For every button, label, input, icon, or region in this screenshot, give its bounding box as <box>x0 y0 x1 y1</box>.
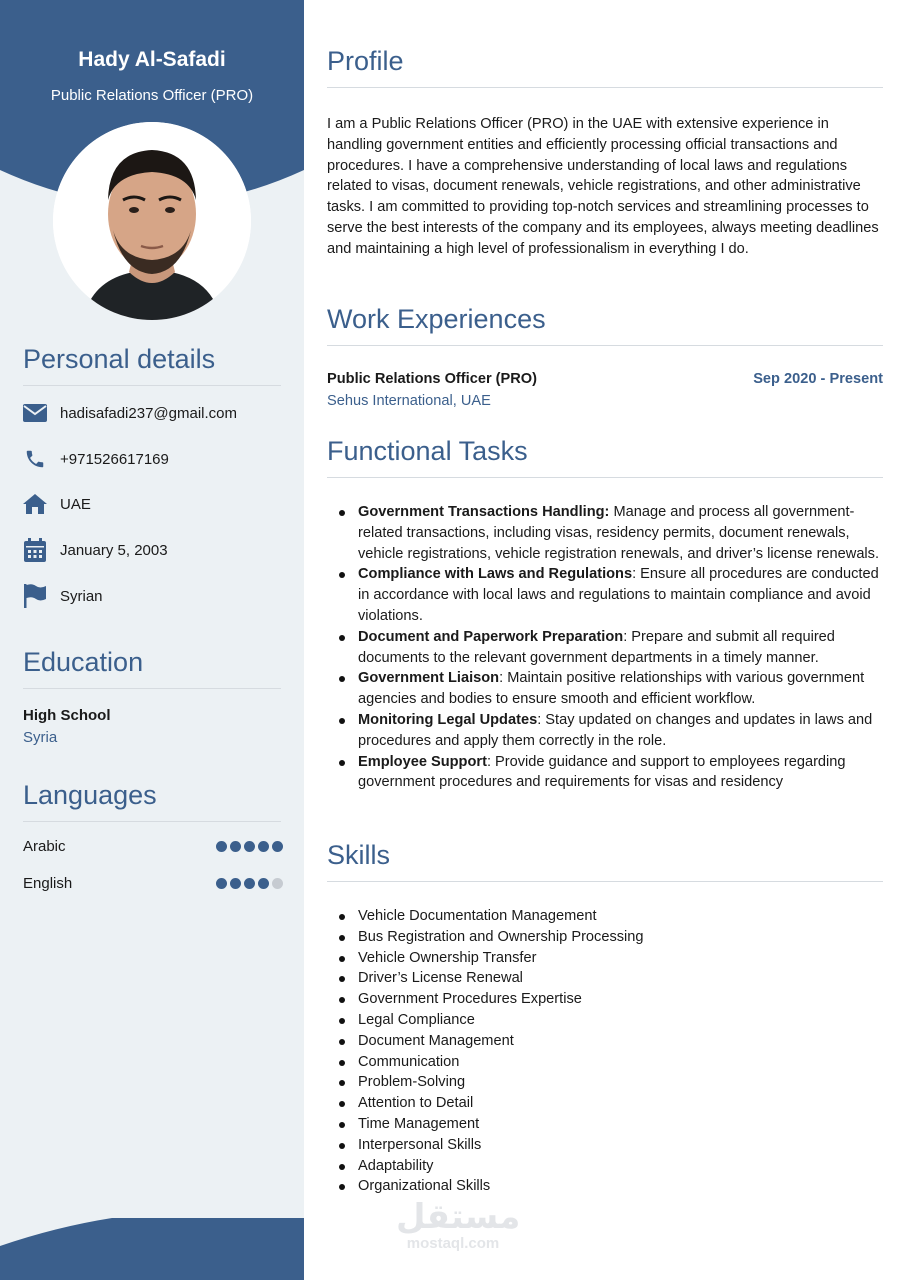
task-text: : Ensure all procedures are conducted in accordance with local laws and regulations to maintain compliance and avoid violations. <box>358 566 879 624</box>
task-title: Compliance with Laws and Regulations <box>358 566 633 583</box>
task-text: : Stay updated on changes and updates in laws and procedures and apply them correctly in the role. <box>358 711 873 749</box>
language-name: English <box>23 875 73 892</box>
languages-heading: Languages <box>23 780 281 822</box>
skill-item: Bus Registration and Ownership Processing <box>358 927 878 948</box>
level-dot-filled <box>244 878 255 889</box>
skill-item: Vehicle Ownership Transfer <box>358 948 878 969</box>
skill-item: Communication <box>358 1052 878 1073</box>
location-item <box>23 492 283 516</box>
skill-item: Problem-Solving <box>358 1072 878 1093</box>
task-item <box>358 627 886 669</box>
watermark <box>396 1197 521 1252</box>
skill-item: Interpersonal Skills <box>358 1135 878 1156</box>
skill-item: Vehicle Documentation Management <box>358 906 878 927</box>
task-title: Document and Paperwork Preparation <box>358 628 624 645</box>
level-dot-filled <box>244 841 255 852</box>
sidebar <box>0 0 304 1280</box>
task-text: Manage and process all government-related transactions, including visas, residency permits, document renewals, vehicle registrations, vehicle registration renewals, and driver’s license renewals. <box>358 504 880 562</box>
candidate-title: Public Relations Officer (PRO) <box>50 87 254 104</box>
candidate-name: Hady Al-Safadi <box>78 48 226 71</box>
watermark-latin: mostaql.com <box>406 1235 500 1252</box>
profile-summary: I am a Public Relations Officer (PRO) in the UAE with extensive experience in handling government entities and efficiently processing official transactions and procedures. I have a comprehensive understanding of local laws and regulations related to visas, document renewals, vehicle registrations, and other administrative tasks. I am committed to providing top-notch services and streamlining processes to serve the best interests of the company and its employees, always meeting deadlines and maintaining a high level of professionalism in everything I do. <box>327 116 879 257</box>
flag-icon <box>23 584 47 608</box>
skills-list <box>358 906 878 1197</box>
task-item <box>358 502 886 564</box>
task-text: : Maintain positive relationships with various government agencies and bodies to ensure smooth and efficient workflow. <box>358 670 865 708</box>
profile-photo <box>53 122 251 320</box>
skill-item: Organizational Skills <box>358 1176 878 1197</box>
education-place: Syria <box>23 729 58 746</box>
birthdate-item <box>23 538 283 562</box>
skill-item: Document Management <box>358 1031 878 1052</box>
calendar-icon <box>23 538 47 562</box>
phone-item <box>23 447 283 471</box>
envelope-icon <box>23 401 47 425</box>
language-name: Arabic <box>23 838 66 855</box>
task-item <box>358 564 886 626</box>
level-dot-filled <box>230 878 241 889</box>
language-row <box>23 838 283 855</box>
education-heading: Education <box>23 647 281 689</box>
sidebar-footer-background <box>0 1218 304 1280</box>
birthdate-text: January 5, 2003 <box>60 541 168 559</box>
level-dot-filled <box>216 841 227 852</box>
home-icon <box>23 492 47 516</box>
level-dot-empty <box>272 878 283 889</box>
skill-item: Attention to Detail <box>358 1093 878 1114</box>
job-dates: Sep 2020 - Present <box>753 371 883 387</box>
phone-text: +971526617169 <box>60 450 169 468</box>
watermark-arabic: مستقل <box>396 1197 521 1237</box>
language-level-dots <box>216 841 283 852</box>
skill-item: Time Management <box>358 1114 878 1135</box>
email-text: hadisafadi237@gmail.com <box>60 404 237 422</box>
level-dot-filled <box>258 878 269 889</box>
skill-item: Government Procedures Expertise <box>358 989 878 1010</box>
location-text: UAE <box>60 495 91 513</box>
phone-icon <box>23 447 47 471</box>
skill-item: Legal Compliance <box>358 1010 878 1031</box>
task-title: Government Liaison <box>358 670 500 687</box>
email-item <box>23 401 283 425</box>
task-item <box>358 752 886 794</box>
skill-item: Driver’s License Renewal <box>358 968 878 989</box>
level-dot-filled <box>230 841 241 852</box>
language-level-dots <box>216 878 283 889</box>
task-title: Employee Support <box>358 753 487 770</box>
skill-item: Adaptability <box>358 1156 878 1177</box>
level-dot-filled <box>258 841 269 852</box>
task-title: Monitoring Legal Updates <box>358 711 538 728</box>
personal-details-heading: Personal details <box>23 344 281 386</box>
skills-heading: Skills <box>327 840 883 882</box>
level-dot-filled <box>272 841 283 852</box>
level-dot-filled <box>216 878 227 889</box>
functional-tasks-heading: Functional Tasks <box>327 436 883 478</box>
task-item <box>358 710 886 752</box>
profile-heading: Profile <box>327 46 883 88</box>
work-experience-heading: Work Experiences <box>327 304 883 346</box>
job-role: Public Relations Officer (PRO) <box>327 371 538 387</box>
education-degree: High School <box>23 707 111 724</box>
job-company: Sehus International, UAE <box>327 393 491 409</box>
task-item <box>358 668 886 710</box>
job-header <box>327 371 883 387</box>
task-text: : Provide guidance and support to employees regarding government procedures and requirements for visas and residency <box>358 753 846 791</box>
functional-tasks-list <box>358 502 886 793</box>
language-row <box>23 875 283 892</box>
task-text: : Prepare and submit all required documents to the relevant government departments in a timely manner. <box>358 628 835 666</box>
task-title: Government Transactions Handling: <box>358 504 610 520</box>
nationality-text: Syrian <box>60 587 103 605</box>
nationality-item <box>23 584 283 608</box>
